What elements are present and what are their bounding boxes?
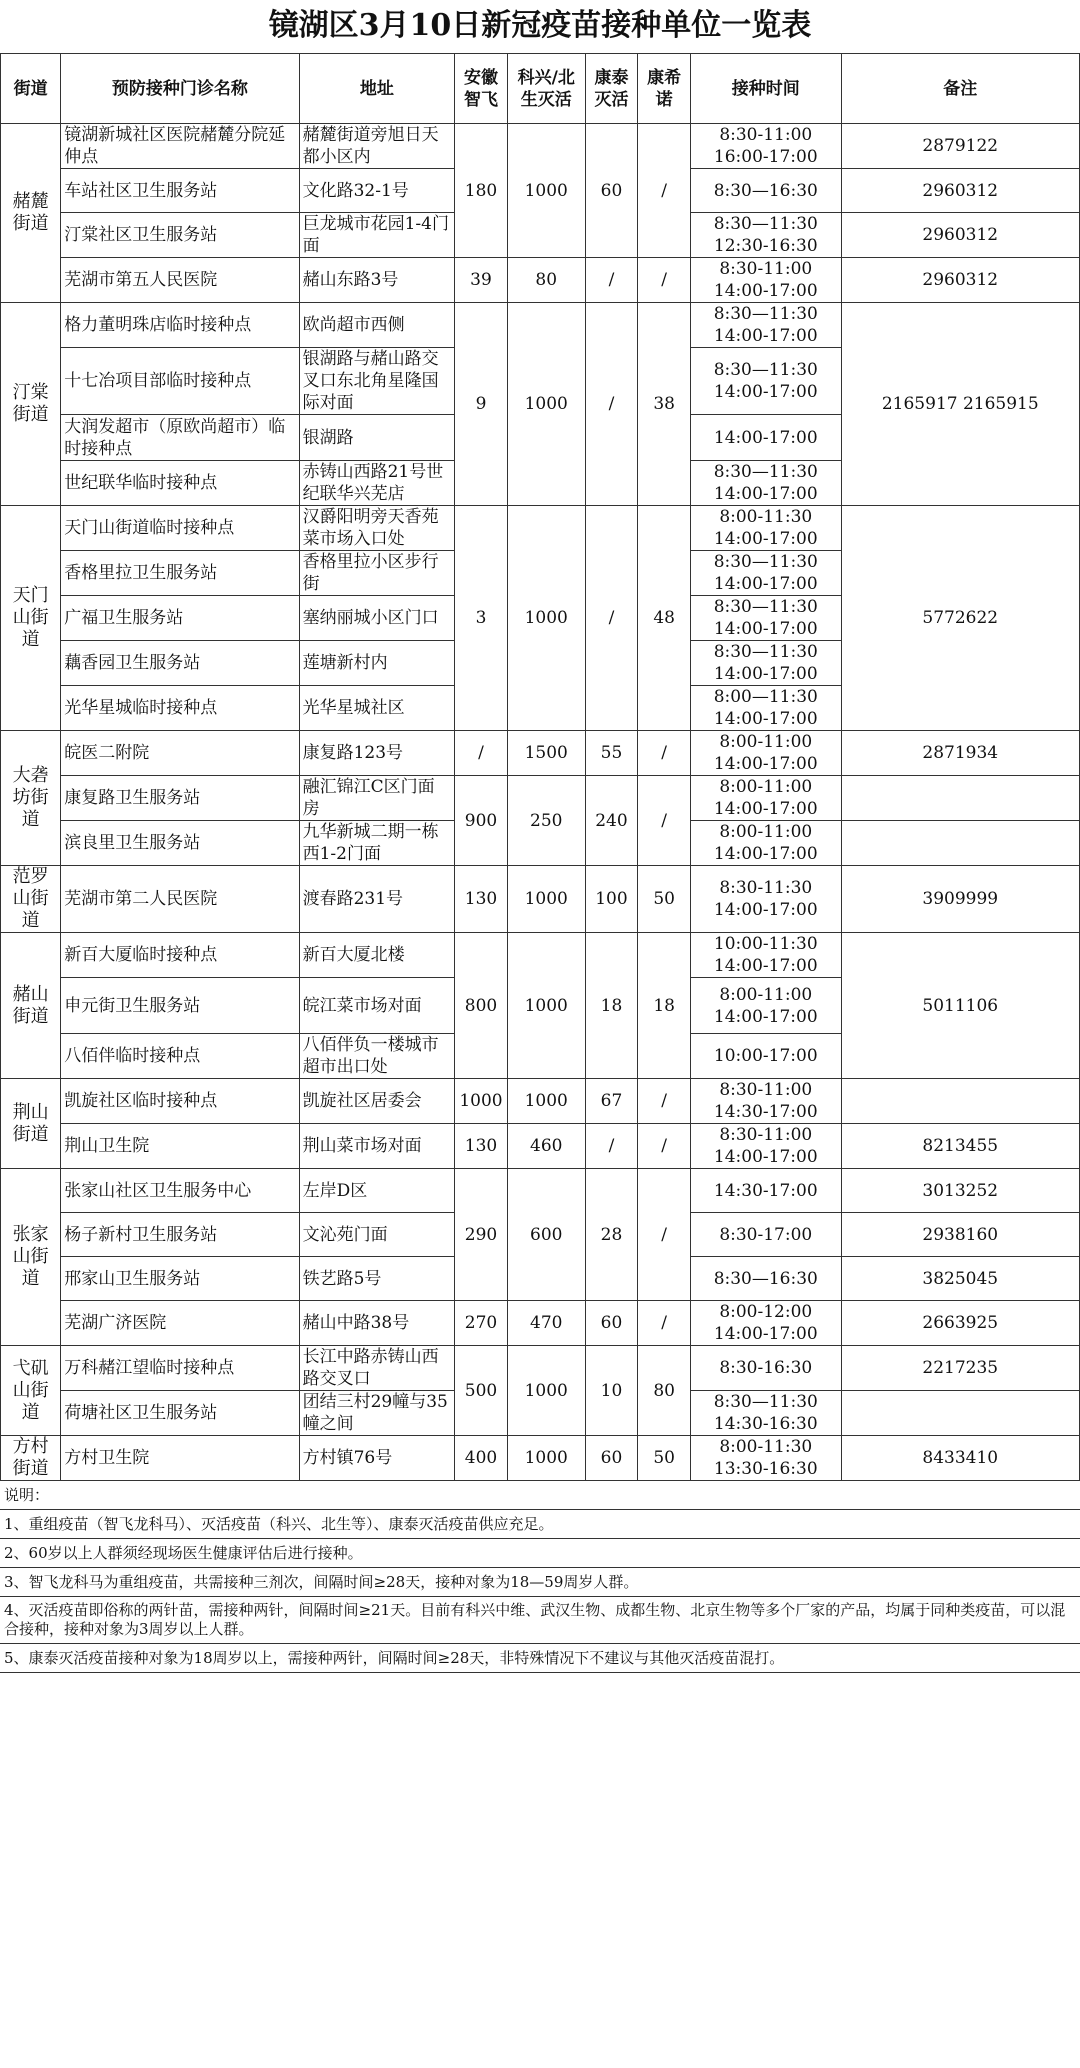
time-cell: 8:30-17:00: [691, 1213, 842, 1257]
qty-kangxi-cell: /: [638, 1169, 691, 1301]
qty-anhui-cell: 3: [455, 506, 508, 731]
qty-kangxi-cell: /: [638, 124, 691, 258]
qty-kangxi-cell: /: [638, 731, 691, 776]
address-cell: 赤铸山西路21号世纪联华兴芜店: [299, 461, 455, 506]
note-item: 4、灭活疫苗即俗称的两针苗，需接种两针，间隔时间≥21天。目前有科兴中维、武汉生物、成都生物、北京生物等多个厂家的产品，均属于同种类疫苗，可以混合接种，接种对象为3周岁以上人群。: [0, 1597, 1080, 1644]
table-row: [1, 1436, 1080, 1481]
address-cell: 银湖路与赭山路交叉口东北角星隆国际对面: [299, 348, 455, 415]
qty-anhui-cell: 130: [455, 1124, 508, 1169]
time-cell: 14:30-17:00: [691, 1169, 842, 1213]
note-item: 1、重组疫苗（智飞龙科马）、灭活疫苗（科兴、北生等）、康泰灭活疫苗供应充足。: [0, 1510, 1080, 1539]
qty-anhui-cell: /: [455, 731, 508, 776]
time-cell: 8:30—11:30 14:00-17:00: [691, 461, 842, 506]
time-cell: 10:00-11:30 14:00-17:00: [691, 933, 842, 978]
header-address: 地址: [299, 54, 455, 124]
qty-kangxi-cell: 18: [638, 933, 691, 1079]
address-cell: 康复路123号: [299, 731, 455, 776]
qty-kangtai-cell: 100: [585, 866, 638, 933]
note-cell: 3909999: [841, 866, 1079, 933]
clinic-name-cell: 邢家山卫生服务站: [61, 1257, 299, 1301]
note-cell: 8213455: [841, 1124, 1079, 1169]
header-anhui-zhifei: 安徽智飞: [455, 54, 508, 124]
time-cell: 10:00-17:00: [691, 1034, 842, 1079]
time-cell: 8:30—11:30 14:00-17:00: [691, 551, 842, 596]
clinic-name-cell: 大润发超市（原欧尚超市）临时接种点: [61, 415, 299, 461]
note-cell: [841, 821, 1079, 866]
time-cell: 8:30—11:30 14:00-17:00: [691, 596, 842, 641]
address-cell: 文化路32-1号: [299, 169, 455, 213]
qty-kexing-cell: 1500: [507, 731, 585, 776]
clinic-name-cell: 皖医二附院: [61, 731, 299, 776]
time-cell: 8:30—11:30 14:00-17:00: [691, 348, 842, 415]
time-cell: 8:30-11:00 14:00-17:00: [691, 1124, 842, 1169]
qty-kangtai-cell: 18: [585, 933, 638, 1079]
time-cell: 8:00-12:00 14:00-17:00: [691, 1301, 842, 1346]
qty-kangtai-cell: 10: [585, 1346, 638, 1436]
qty-kangtai-cell: 240: [585, 776, 638, 866]
table-row: [1, 124, 1080, 169]
note-item: 5、康泰灭活疫苗接种对象为18周岁以上，需接种两针，间隔时间≥28天，非特殊情况下不建议与其他灭活疫苗混打。: [0, 1644, 1080, 1673]
note-item: 2、60岁以上人群须经现场医生健康评估后进行接种。: [0, 1539, 1080, 1568]
clinic-name-cell: 世纪联华临时接种点: [61, 461, 299, 506]
qty-kangxi-cell: /: [638, 1079, 691, 1124]
header-street: 街道: [1, 54, 61, 124]
qty-anhui-cell: 800: [455, 933, 508, 1079]
street-cell: 荆山街道: [1, 1079, 61, 1169]
header-kexing-beisheng: 科兴/北生灭活: [507, 54, 585, 124]
street-cell: 张家山街道: [1, 1169, 61, 1346]
time-cell: 8:30—11:30 14:00-17:00: [691, 303, 842, 348]
address-cell: 荆山菜市场对面: [299, 1124, 455, 1169]
note-cell: 2217235: [841, 1346, 1079, 1391]
notes-section: [0, 1481, 1080, 1673]
time-cell: 8:30—11:30 14:00-17:00: [691, 641, 842, 686]
clinic-name-cell: 香格里拉卫生服务站: [61, 551, 299, 596]
table-row: [1, 933, 1080, 978]
table-header-row: [1, 54, 1080, 124]
qty-kexing-cell: 1000: [507, 303, 585, 506]
qty-kexing-cell: 1000: [507, 1436, 585, 1481]
note-cell: 2871934: [841, 731, 1079, 776]
address-cell: 汉爵阳明旁天香苑菜市场入口处: [299, 506, 455, 551]
note-cell: 2165917 2165915: [841, 303, 1079, 506]
qty-anhui-cell: 900: [455, 776, 508, 866]
qty-kangxi-cell: /: [638, 1124, 691, 1169]
qty-anhui-cell: 9: [455, 303, 508, 506]
qty-kexing-cell: 1000: [507, 1346, 585, 1436]
qty-kangxi-cell: 80: [638, 1346, 691, 1436]
note-cell: 2960312: [841, 169, 1079, 213]
qty-kangxi-cell: 50: [638, 866, 691, 933]
qty-anhui-cell: 500: [455, 1346, 508, 1436]
qty-anhui-cell: 270: [455, 1301, 508, 1346]
address-cell: 融汇锦江C区门面房: [299, 776, 455, 821]
qty-kangtai-cell: 60: [585, 124, 638, 258]
clinic-name-cell: 天门山街道临时接种点: [61, 506, 299, 551]
time-cell: 8:00-11:00 14:00-17:00: [691, 776, 842, 821]
clinic-name-cell: 藕香园卫生服务站: [61, 641, 299, 686]
address-cell: 赭山东路3号: [299, 258, 455, 303]
qty-kangtai-cell: 60: [585, 1436, 638, 1481]
clinic-name-cell: 芜湖市第二人民医院: [61, 866, 299, 933]
qty-kexing-cell: 460: [507, 1124, 585, 1169]
table-row: [1, 506, 1080, 551]
clinic-name-cell: 康复路卫生服务站: [61, 776, 299, 821]
qty-kangtai-cell: 67: [585, 1079, 638, 1124]
clinic-name-cell: 广福卫生服务站: [61, 596, 299, 641]
qty-kexing-cell: 80: [507, 258, 585, 303]
street-cell: 弋矶山街道: [1, 1346, 61, 1436]
time-cell: 8:30—11:30 12:30-16:30: [691, 213, 842, 258]
address-cell: 铁艺路5号: [299, 1257, 455, 1301]
address-cell: 银湖路: [299, 415, 455, 461]
note-cell: 2879122: [841, 124, 1079, 169]
qty-anhui-cell: 290: [455, 1169, 508, 1301]
qty-kangtai-cell: /: [585, 258, 638, 303]
time-cell: 8:00—11:30 14:00-17:00: [691, 686, 842, 731]
address-cell: 长江中路赤铸山西路交叉口: [299, 1346, 455, 1391]
qty-anhui-cell: 130: [455, 866, 508, 933]
address-cell: 新百大厦北楼: [299, 933, 455, 978]
table-row: [1, 258, 1080, 303]
qty-kangtai-cell: 55: [585, 731, 638, 776]
time-cell: 8:30—16:30: [691, 1257, 842, 1301]
note-cell: 2938160: [841, 1213, 1079, 1257]
street-cell: 方村街道: [1, 1436, 61, 1481]
clinic-name-cell: 格力董明珠店临时接种点: [61, 303, 299, 348]
table-row: [1, 1346, 1080, 1391]
qty-kangxi-cell: /: [638, 1301, 691, 1346]
qty-kangxi-cell: /: [638, 776, 691, 866]
address-cell: 九华新城二期一栋西1-2门面: [299, 821, 455, 866]
time-cell: 8:00-11:00 14:00-17:00: [691, 978, 842, 1034]
clinic-name-cell: 芜湖广济医院: [61, 1301, 299, 1346]
note-cell: [841, 1079, 1079, 1124]
clinic-name-cell: 万科赭江望临时接种点: [61, 1346, 299, 1391]
clinic-name-cell: 十七冶项目部临时接种点: [61, 348, 299, 415]
note-cell: 2663925: [841, 1301, 1079, 1346]
header-note: 备注: [841, 54, 1079, 124]
street-cell: 范罗山街道: [1, 866, 61, 933]
qty-kangtai-cell: 28: [585, 1169, 638, 1301]
time-cell: 8:30-11:00 14:00-17:00: [691, 258, 842, 303]
qty-kexing-cell: 1000: [507, 933, 585, 1079]
header-kangtai: 康泰灭活: [585, 54, 638, 124]
note-cell: 8433410: [841, 1436, 1079, 1481]
clinic-name-cell: 荷塘社区卫生服务站: [61, 1391, 299, 1436]
time-cell: 8:00-11:30 13:30-16:30: [691, 1436, 842, 1481]
clinic-name-cell: 芜湖市第五人民医院: [61, 258, 299, 303]
header-kangxinuo: 康希诺: [638, 54, 691, 124]
qty-kangtai-cell: /: [585, 506, 638, 731]
table-row: [1, 1079, 1080, 1124]
note-cell: 3013252: [841, 1169, 1079, 1213]
address-cell: 团结三村29幢与35幢之间: [299, 1391, 455, 1436]
qty-anhui-cell: 1000: [455, 1079, 508, 1124]
note-cell: 2960312: [841, 258, 1079, 303]
table-row: [1, 1169, 1080, 1213]
page-title: 镜湖区3月10日新冠疫苗接种单位一览表: [268, 8, 812, 43]
clinic-name-cell: 荆山卫生院: [61, 1124, 299, 1169]
qty-anhui-cell: 180: [455, 124, 508, 258]
time-cell: 8:00-11:30 14:00-17:00: [691, 506, 842, 551]
qty-kexing-cell: 600: [507, 1169, 585, 1301]
note-cell: 2960312: [841, 213, 1079, 258]
qty-kangxi-cell: 50: [638, 1436, 691, 1481]
time-cell: 8:00-11:00 14:00-17:00: [691, 731, 842, 776]
qty-kangtai-cell: /: [585, 303, 638, 506]
note-item: 3、智飞龙科马为重组疫苗，共需接种三剂次，间隔时间≥28天，接种对象为18—59周岁人群。: [0, 1568, 1080, 1597]
clinic-name-cell: 方村卫生院: [61, 1436, 299, 1481]
qty-kangxi-cell: /: [638, 258, 691, 303]
note-cell: 5772622: [841, 506, 1079, 731]
clinic-name-cell: 新百大厦临时接种点: [61, 933, 299, 978]
clinic-name-cell: 凯旋社区临时接种点: [61, 1079, 299, 1124]
address-cell: 皖江菜市场对面: [299, 978, 455, 1034]
qty-kexing-cell: 1000: [507, 866, 585, 933]
street-cell: 天门山街道: [1, 506, 61, 731]
address-cell: 渡春路231号: [299, 866, 455, 933]
table-row: [1, 1124, 1080, 1169]
address-cell: 香格里拉小区步行街: [299, 551, 455, 596]
time-cell: 8:30-16:30: [691, 1346, 842, 1391]
qty-kexing-cell: 1000: [507, 506, 585, 731]
qty-kexing-cell: 1000: [507, 1079, 585, 1124]
qty-kangxi-cell: 48: [638, 506, 691, 731]
table-row: [1, 303, 1080, 348]
time-cell: 8:30—16:30: [691, 169, 842, 213]
clinic-name-cell: 张家山社区卫生服务中心: [61, 1169, 299, 1213]
address-cell: 文沁苑门面: [299, 1213, 455, 1257]
address-cell: 巨龙城市花园1-4门面: [299, 213, 455, 258]
address-cell: 左岸D区: [299, 1169, 455, 1213]
qty-kangxi-cell: 38: [638, 303, 691, 506]
address-cell: 赭山中路38号: [299, 1301, 455, 1346]
clinic-name-cell: 申元街卫生服务站: [61, 978, 299, 1034]
time-cell: 14:00-17:00: [691, 415, 842, 461]
header-clinic: 预防接种门诊名称: [61, 54, 299, 124]
qty-kexing-cell: 250: [507, 776, 585, 866]
clinic-name-cell: 八佰伴临时接种点: [61, 1034, 299, 1079]
header-time: 接种时间: [691, 54, 842, 124]
street-cell: 赭麓街道: [1, 124, 61, 303]
address-cell: 方村镇76号: [299, 1436, 455, 1481]
address-cell: 赭麓街道旁旭日天都小区内: [299, 124, 455, 169]
clinic-name-cell: 汀棠社区卫生服务站: [61, 213, 299, 258]
time-cell: 8:30-11:00 14:30-17:00: [691, 1079, 842, 1124]
table-row: [1, 776, 1080, 821]
table-row: [1, 866, 1080, 933]
street-cell: 赭山街道: [1, 933, 61, 1079]
address-cell: 欧尚超市西侧: [299, 303, 455, 348]
time-cell: 8:30-11:30 14:00-17:00: [691, 866, 842, 933]
clinic-name-cell: 杨子新村卫生服务站: [61, 1213, 299, 1257]
qty-kangtai-cell: 60: [585, 1301, 638, 1346]
clinic-name-cell: 镜湖新城社区医院赭麓分院延伸点: [61, 124, 299, 169]
time-cell: 8:30-11:00 16:00-17:00: [691, 124, 842, 169]
note-cell: 5011106: [841, 933, 1079, 1079]
notes-heading: 说明：: [0, 1481, 1080, 1510]
qty-kexing-cell: 470: [507, 1301, 585, 1346]
time-cell: 8:30—11:30 14:30-16:30: [691, 1391, 842, 1436]
qty-anhui-cell: 400: [455, 1436, 508, 1481]
clinic-name-cell: 车站社区卫生服务站: [61, 169, 299, 213]
qty-anhui-cell: 39: [455, 258, 508, 303]
vaccination-sites-table: [0, 53, 1080, 1481]
note-cell: 3825045: [841, 1257, 1079, 1301]
table-row: [1, 1301, 1080, 1346]
table-row: [1, 731, 1080, 776]
address-cell: 光华星城社区: [299, 686, 455, 731]
address-cell: 塞纳丽城小区门口: [299, 596, 455, 641]
note-cell: [841, 776, 1079, 821]
address-cell: 八佰伴负一楼城市超市出口处: [299, 1034, 455, 1079]
qty-kexing-cell: 1000: [507, 124, 585, 258]
qty-kangtai-cell: /: [585, 1124, 638, 1169]
clinic-name-cell: 滨良里卫生服务站: [61, 821, 299, 866]
street-cell: 大砻坊街道: [1, 731, 61, 866]
note-cell: [841, 1391, 1079, 1436]
address-cell: 莲塘新村内: [299, 641, 455, 686]
clinic-name-cell: 光华星城临时接种点: [61, 686, 299, 731]
street-cell: 汀棠街道: [1, 303, 61, 506]
time-cell: 8:00-11:00 14:00-17:00: [691, 821, 842, 866]
address-cell: 凯旋社区居委会: [299, 1079, 455, 1124]
